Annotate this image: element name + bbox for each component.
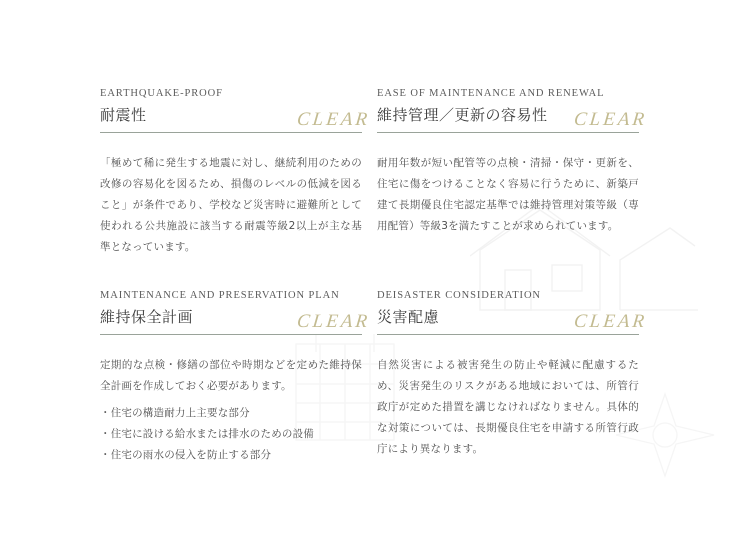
panel-body: 定期的な点検・修繕の部位や時期などを定めた維持保全計画を作成しておく必要があります。: [100, 359, 362, 392]
panel-body: 「極めて稀に発生する地震に対し、継続利用のための改修の容易化を図るため、損傷のレベルの低減を図ること」が条件であり、学校など災害時に避難所として使われる公共施設に該当する耐震等級2以上が主な基準となっています。: [100, 157, 362, 253]
feature-panel-maintenance-renewal: [377, 88, 649, 237]
panel-title: 耐震性: [100, 106, 147, 124]
clear-stamp: CLEAR: [572, 311, 649, 332]
panel-eyebrow: DEISASTER CONSIDERATION: [377, 290, 541, 301]
panel-title: 災害配慮: [377, 308, 440, 326]
feature-panel-preservation-plan: [100, 290, 372, 466]
panel-body: 自然災害による被害発生の防止や軽減に配慮するため、災害発生のリスクがある地域においては、所管行政庁が定めた措置を講じなければなりません。具体的な対策については、長期優良住宅を申請する所管行政庁により異なります。: [377, 359, 639, 455]
panel-eyebrow: MAINTENANCE AND PRESERVATION PLAN: [100, 290, 340, 301]
panel-body: 耐用年数が短い配管等の点検・清掃・保守・更新を、住宅に傷をつけることなく容易に行うために、新築戸建て長期優良住宅認定基準では維持管理対策等級（専用配管）等級3を満たすことが求められています。: [377, 157, 639, 232]
panel-title: 維持管理／更新の容易性: [377, 106, 548, 124]
panel-title-row: [377, 103, 649, 133]
list-item: ・住宅の構造耐力上主要な部分: [100, 407, 250, 419]
panel-title: 維持保全計画: [100, 308, 194, 326]
feature-panel-earthquake-proof: [100, 88, 372, 258]
panel-bullet-list: [100, 403, 362, 466]
clear-stamp: CLEAR: [295, 109, 372, 130]
panel-title-row: [100, 103, 372, 133]
clear-stamp: CLEAR: [295, 311, 372, 332]
panel-title-row: [377, 305, 649, 335]
feature-panel-disaster-consideration: [377, 290, 649, 460]
panel-title-row: [100, 305, 372, 335]
list-item: ・住宅の雨水の侵入を防止する部分: [100, 449, 272, 461]
clear-stamp: CLEAR: [572, 109, 649, 130]
list-item: ・住宅に設ける給水または排水のための設備: [100, 428, 314, 440]
panel-eyebrow: EARTHQUAKE-PROOF: [100, 88, 223, 99]
panel-eyebrow: EASE OF MAINTENANCE AND RENEWAL: [377, 88, 605, 99]
